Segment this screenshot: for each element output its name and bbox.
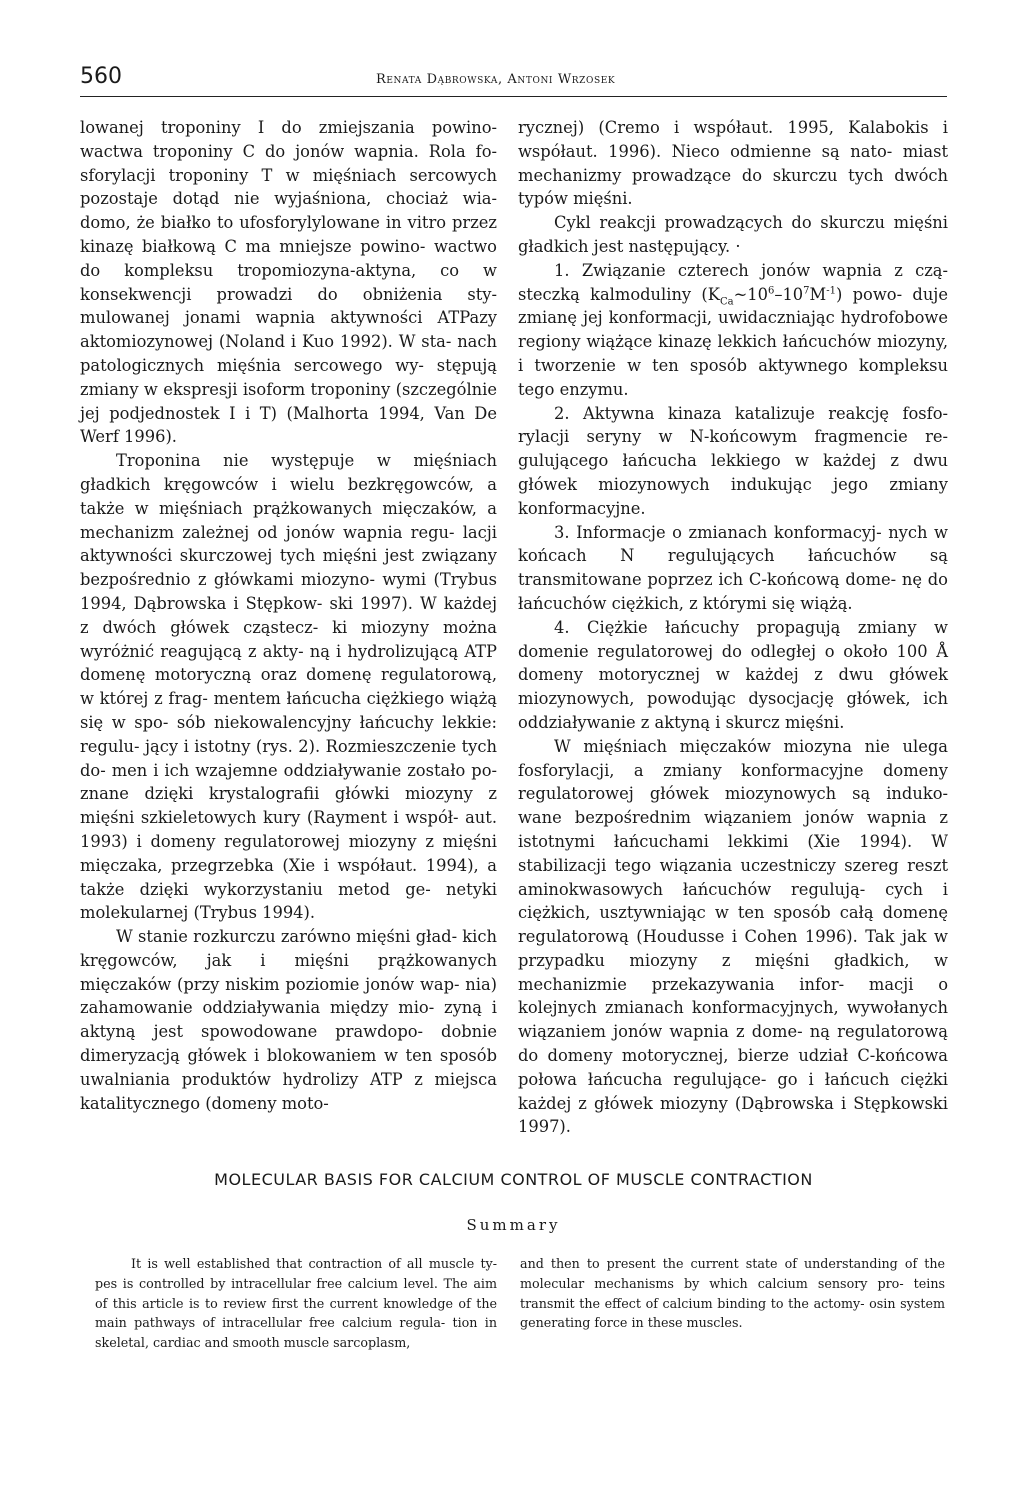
summary-heading: Summary [466, 1216, 561, 1234]
paragraph: W mięśniach mięczaków miozyna nie ulega fosforylacji, a zmiany konformacyjne domeny regulatorowej główek miozynowych są induko- wane bezpośrednim wiązaniem jonów wapnia z istotnymi łańcuchami lekkimi (Xie 1994). W stabilizacji tego wiązania uczestniczy szereg reszt aminokwasowych łańcuchów regulują- cych i ciężkich, usztywniając w ten sposób całą domenę regulatorową (Houdusse i Cohen 1996). Tak jak w przypadku miozyny z mięśni gładkich, w mechanizmie przekazywania infor- macji o kolejnych zmianach konformacyjnych, wywołanych wiązaniem jonów wapnia z dome- ną regulatorową do domeny motorycznej, bierze udział C-końcowa połowa łańcucha regulujące- go i łańcuch ciężki każdej z główek miozyny (Dąbrowska i Stępkowski 1997). [518, 736, 948, 1137]
summary-right-column [520, 1254, 945, 1333]
paragraph: Troponina nie występuje w mięśniach gładkich kręgowców i wielu bezkręgowców, a także w mięśniach prążkowanych mięczaków, a mechanizm zależnej od jonów wapnia regu- lacji aktywności skurczowej tych mięśni jest związany bezpośrednio z główkami miozyno- wymi (Trybus 1994, Dąbrowska i Stępkow- ski 1997). W każdej z dwóch główek cząstecz- ki miozyny można wyróżnić reagującą z akty- ną i hydrolizującą ATP domenę motoryczną oraz domenę regulatorową, w której z frag- mentem łańcucha ciężkiego wiążą się w spo- sób niekowalencyjny łańcuchy lekkie: regulu- jący i istotny (rys. 2). Rozmieszczenie tych do- men i ich wzajemne oddziaływanie zostało po- znane dzięki krystalografii główki miozyny z mięśni szkieletowych kury (Rayment i współ- aut. 1993) i domeny regulatorowej miozyny z mięśni mięczaka, przegrzebka (Xie i współaut. 1994), a także dzięki wykorzystaniu metod ge- netyki molekularnej (Trybus 1994). [80, 451, 497, 923]
right-column [518, 116, 948, 1139]
paragraph: W stanie rozkurczu zarówno mięśni gład- kich kręgowców, jak i mięśni prążkowanych mięczaków (przy niskim poziomie jonów wap- nia) zahamowanie oddziaływania między mio- zyną i aktyną jest spowodowane prawdopo- dobnie dimeryzacją główek i blokowaniem w ten sposób uwalniania produktów hydrolizy ATP z miejsca katalitycznego (domeny moto- [80, 927, 497, 1113]
summary-text: It is well established that contraction of all muscle ty- pes is controlled by intracellular free calcium level. The aim of this article is to review first the current knowledge of the main pathways of intracellular free calcium regula- tion in skeletal, cardiac and smooth muscle sarcoplasm, [95, 1256, 497, 1351]
list-item-3: 3. Informacje o zmianach konformacyj- nych w końcach N regulujących łańcuchów są transmitowane poprzez ich C-końcową dome- nę do łańcuchów ciężkich, z którymi się wiążą. [518, 522, 948, 613]
paragraph: lowanej troponiny I do zmiejszania powino- wactwa troponiny C do jonów wapnia. Rola fo- sforylacji troponiny T w mięśniach sercowych pozostaje dotąd nie wyjaśniona, chociaż wia- domo, że białko to ufosforylylowane in vitro przez kinazę białkową C ma mniejsze powino- wactwo do kompleksu tropomiozyna-aktyna, co w konsekwencji prowadzi do obniżenia sty- mulowanej jonami wapnia aktywności ATPazy aktomiozynowej (Noland i Kuo 1992). W sta- nach patologicznych mięśnia sercowego wy- stępują zmiany w ekspresji isoform troponiny (szczególnie jej podjednostek I i T) (Malhorta 1994, Van De Werf 1996). [80, 118, 497, 447]
summary-left-column [95, 1254, 497, 1353]
paragraph: rycznej) (Cremo i współaut. 1995, Kalabokis i współaut. 1996). Nieco odmienne są nato- miast mechanizmy prowadzące do skurczu tych dwóch typów mięśni. [518, 118, 948, 209]
page-number: 560 [80, 64, 122, 89]
list-item-text: –10 [774, 284, 804, 304]
paragraph: Cykl reakcji prowadzących do skurczu mięśni gładkich jest następujący. · [518, 213, 948, 256]
subscript: Ca [719, 295, 734, 307]
list-item-text: ~10 [733, 284, 768, 304]
list-item-2: 2. Aktywna kinaza katalizuje reakcję fosfo- rylacji seryny w N-końcowym fragmencie re- gulującego łańcucha lekkiego w każdej z dwu główek miozynowych indukując jego zmiany konformacyjne. [518, 403, 948, 518]
summary-text: and then to present the current state of understanding of the molecular mechanisms by which calcium sensory pro- teins transmit the effect of calcium binding to the actomy- osin system generating force in these muscles. [520, 1256, 945, 1331]
list-item-text: 1. Związanie czterech jonów wapnia z czą- steczką kalmoduliny (K [518, 260, 948, 304]
list-item-text: M [809, 284, 827, 304]
left-column [80, 116, 497, 1115]
running-header [80, 64, 947, 97]
superscript: 7 [803, 285, 810, 297]
superscript: -1 [826, 285, 836, 297]
summary-title: MOLECULAR BASIS FOR CALCIUM CONTROL OF MUSCLE CONTRACTION [214, 1170, 813, 1189]
list-item-text: ) powo- duje zmianę jej konformacji, uwidaczniając hydrofobowe regiony wiążące kinazę lekkich łańcuchów miozyny, i tworzenie w ten sposób aktywnego kompleksu tego enzymu. [518, 284, 948, 399]
list-item-1 [518, 259, 948, 402]
running-head-authors: Renata Dąbrowska, Antoni Wrzosek [376, 72, 616, 87]
superscript: 6 [767, 285, 775, 297]
list-item-4: 4. Ciężkie łańcuchy propagują zmiany w domenie regulatorowej do odległej o około 100 Å domeny motorycznej w każdej z dwu główek miozynowych, powodując dysocjację główek, ich oddziaływanie z aktyną i skurcz mięśni. [518, 617, 948, 732]
